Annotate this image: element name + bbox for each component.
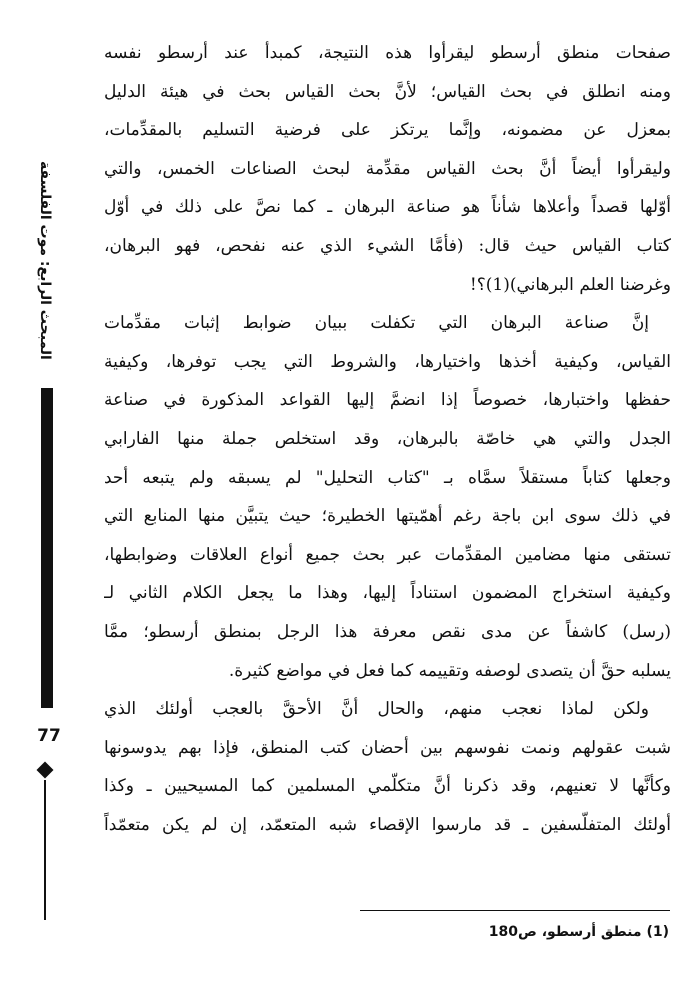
text-line: وليقرأوا أيضاً أنَّ بحث القياس مقدِّمة لبحث الصناعات الخمس، والتي	[104, 158, 671, 179]
text-line: ولكن لماذا نعجب منهم، والحال أنَّ الأحقَّ بالعجب أولئك الذي	[104, 699, 649, 720]
side-rule	[44, 780, 46, 920]
text-line: (رسل) كاشفاً عن مدى نقص معرفة هذا الرجل بمنطق أرسطو؛ ممَّا	[104, 621, 671, 642]
text-line: وكيفية استخراج المضمون استناداً إليها، وهذا ما يجعل الكلام الثاني لـ	[104, 583, 671, 604]
text-line: يسلبه حقَّ أن يتصدى لوصفه وتقييمه كما فعل في مواضع كثيرة.	[228, 660, 671, 681]
text-line: القياس، وكيفية أخذها واختيارها، والشروط التي يجب توفرها، وكيفية	[104, 351, 671, 372]
text-line: بمعزل عن مضمونه، وإنَّما يرتكز على فرضية التسليم بالمقدِّمات،	[104, 120, 671, 141]
main-text	[104, 34, 671, 844]
text-line: وكأنَّها لا تعنيهم، وقد ذكرنا أنَّ متكلّمي المسلمين كما المسيحيين ـ وكذا	[104, 776, 671, 797]
text-line: الجدل والتي هي خاصّة بالبرهان، وقد استخلص جملة منها الفارابي	[104, 428, 671, 449]
text-line: صفحات منطق أرسطو ليقرأوا هذه النتيجة، كمبدأ عند أرسطو نفسه	[104, 43, 671, 63]
diamond-ornament-icon	[37, 762, 54, 779]
page-number: 77	[37, 726, 61, 746]
chapter-title: المبحث الرابع: موت الفلسفة	[37, 160, 53, 360]
text-line: في ذلك سوى ابن باجة رغم أهمّيتها الخطيرة؛ حيث يتبيَّن منها المنابع التي	[104, 506, 671, 527]
text-line: أولئك المتفلّسفين ـ قد مارسوا الإقصاء شبه المتعمّد، إن لم يكن متعمّداً	[104, 814, 671, 835]
text-line: كتاب القياس حيث قال: (فأمَّا الشيء الذي عنه نفحص، فهو البرهان،	[104, 235, 671, 256]
text-line: إنَّ صناعة البرهان التي تكفلت ببيان ضوابط إثبات مقدِّمات	[104, 313, 649, 334]
text-line: وجعلها كتاباً مستقلاً سمَّاه بـ "كتاب التحليل" لم يسبقه ولم يتبعه أحد	[104, 467, 671, 488]
text-line: تستقى منها مضامين المقدِّمات عبر بحث جميع أنواع العلاقات وضوابطها،	[104, 544, 671, 565]
text-line: حفظها واختبارها، خصوصاً إذا انضمَّ إليها القواعد المذكورة في صناعة	[104, 390, 671, 411]
side-bar	[41, 388, 53, 708]
text-line: وغرضنا العلم البرهاني)(1)؟!	[469, 274, 671, 295]
footnote-divider	[360, 910, 670, 911]
text-line: ومنه انطلق في بحث القياس؛ لأنَّ بحث القياس بحث في هيئة الدليل	[104, 81, 671, 102]
text-line: شبت عقولهم ونمت نفوسهم بين أحضان كتب المنطق، فإذا بهم يدوسونها	[104, 737, 671, 758]
text-line: أوّلها قصداً وأعلاها شأناً هو صناعة البرهان ـ كما نصَّ على ذلك في أوّل	[104, 197, 671, 218]
footnote: (1) منطق أرسطو، ص180	[488, 924, 669, 940]
